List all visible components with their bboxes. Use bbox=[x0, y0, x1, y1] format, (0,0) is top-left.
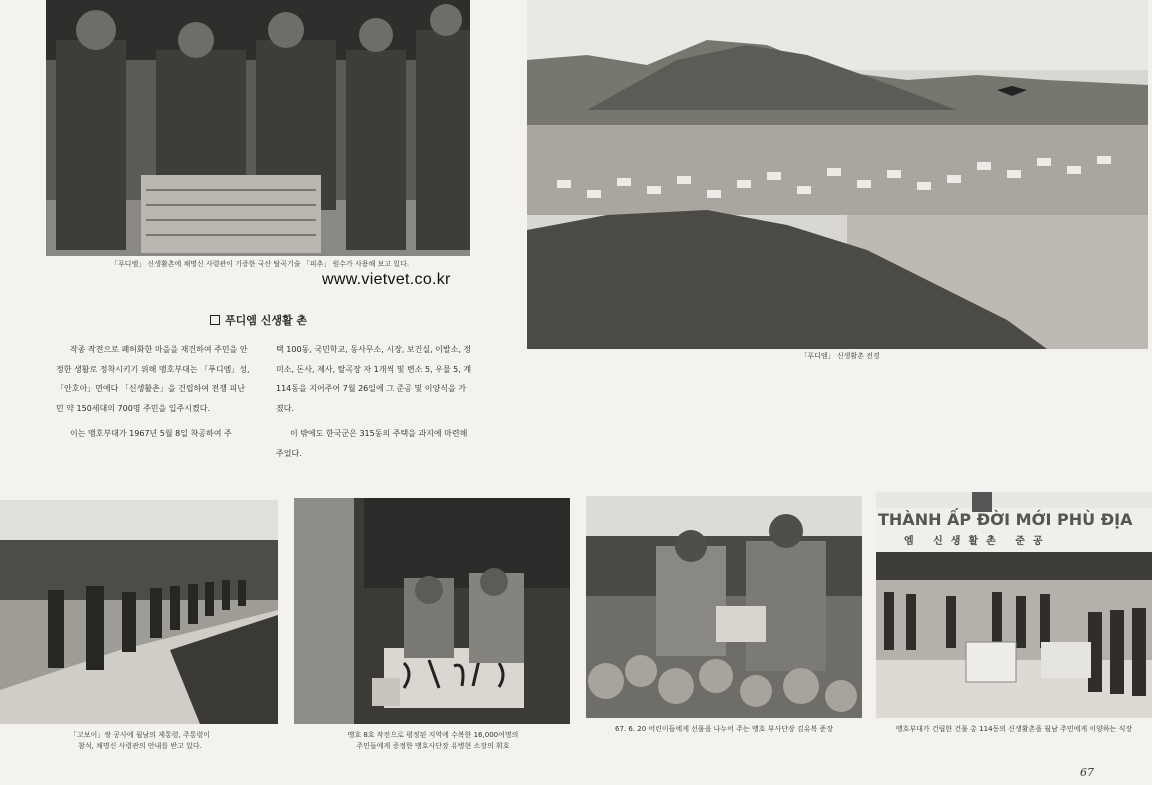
caption-top-right: 「푸디엠」 신생활촌 전경 bbox=[800, 352, 880, 360]
square-bullet-icon bbox=[210, 315, 220, 325]
paragraph: 작종 작전으로 폐허화한 마을을 재건하여 주민을 안정한 생활로 정착시키기 위해 맹호부대는 「푸디엠」성, 「안호아」면에다 「신생활촌」을 건립하여 전쟁 피난민 약 150세대의 700명 주민을 입주시켰다. bbox=[56, 345, 250, 413]
photo-calligraphy bbox=[294, 498, 570, 724]
caption-bottom-4: 맹호부대가 건립한 건물 총 114동의 신생활촌을 월남 주민에게 이양하는 식장 bbox=[895, 725, 1133, 733]
photo-gifts-to-children bbox=[586, 496, 862, 718]
photo-dam-visit bbox=[0, 500, 278, 724]
paragraph: 이 밖에도 한국군은 315동의 주택을 과지에 마련해 주었다. bbox=[276, 429, 468, 458]
watermark-url: www.vietvet.co.kr bbox=[322, 271, 451, 288]
caption-bottom-3: 67. 6. 20 어린이들에게 선물을 나누어 주는 맹호 부사단장 김유복 준장 bbox=[614, 725, 834, 733]
text-column-2 bbox=[276, 340, 472, 469]
paragraph: 이는 맹호부대가 1967년 5월 8일 착공하여 주 bbox=[70, 429, 232, 438]
page-number: 67 bbox=[1080, 766, 1094, 779]
photo-threshing-machine bbox=[46, 0, 470, 256]
caption-bottom-2: 맹호 8호 작전으로 평정된 지역에 수복한 16,000여명의 주민들에게 증정한 맹호사단장 유병현 소장의 휘호 bbox=[347, 731, 519, 750]
photo-handover-ceremony bbox=[876, 492, 1152, 718]
section-heading bbox=[210, 312, 307, 328]
paragraph: 택 100동, 국민학교, 동사무소, 시장, 보건실, 이발소, 정미소, 돈사, 제사, 탈곡장 자 1개씩 및 변소 5, 우물 5, 계 114동을 지어주어 7월 26일에 그 준공 및 이양식을 가졌다. bbox=[276, 345, 472, 413]
banner-line-1: THÀNH ẤP ĐỜI MỚI PHÙ ĐỊA bbox=[878, 510, 1133, 529]
section-heading-text: 푸디엠 신생활 촌 bbox=[225, 314, 308, 327]
text-column-1 bbox=[56, 340, 252, 450]
photo-village-panorama bbox=[527, 0, 1148, 349]
banner-line-2: 엠 신생활촌 준공 bbox=[904, 536, 1051, 547]
caption-top-left: 「푸디엠」 신생활촌에 채명신 사령관이 기증한 국산 탈곡기술 「피추」 원수가 사용해 보고 있다. bbox=[110, 260, 410, 268]
caption-bottom-1: 「고보이」쌍 공사에 월남의 제통령, 주통령이 참석, 채명신 사령관의 안내를 받고 있다. bbox=[69, 731, 211, 750]
